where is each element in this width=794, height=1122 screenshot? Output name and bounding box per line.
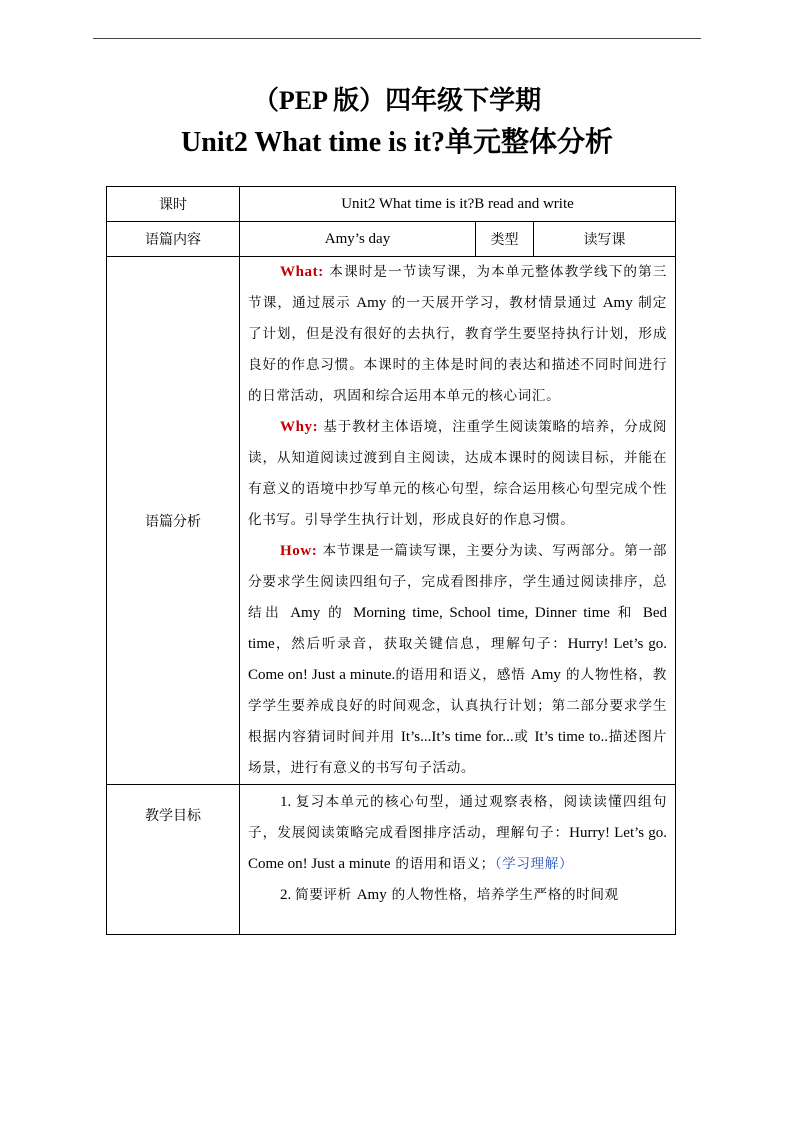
table-row-goals	[107, 785, 676, 935]
text-content-value: Amy’s day	[240, 222, 476, 257]
goal-text: Hurry! Let’s go. Come on! Just a minute	[248, 825, 668, 872]
how-text: Amy	[290, 605, 321, 621]
lesson-label: 课时	[107, 187, 240, 222]
why-text: 基于教材主体语境，注重学生阅读策略的培养，分成阅读，从知道阅读过渡到自主阅读，达成本课时的阅读目标，并能在有意义的语境中抄写单元的核心句型，综合运用核心句型完成个性化书写。引导学生执行计划，形成良好的作息习惯。	[248, 419, 668, 528]
goal-item	[240, 880, 675, 911]
how-text: Hurry! Let’s go. Come on! Just a minute.	[248, 636, 668, 683]
goal-text: 的语用和语义；	[390, 856, 495, 872]
table-row-analysis	[107, 257, 676, 785]
how-text: 的人物性格，教学学生要养成良好的时间观念，认真执行计划；第二部分要求学生根据内容猜词时间并用	[248, 667, 668, 745]
analysis-label: 语篇分析	[107, 257, 240, 785]
goals-content	[240, 785, 676, 935]
how-paragraph	[240, 536, 675, 784]
header-rule	[93, 38, 701, 39]
how-keyword: How:	[280, 543, 318, 559]
why-keyword: Why:	[280, 419, 319, 435]
how-text: Morning time, School time, Dinner time	[353, 605, 610, 621]
goal-text: 简要评析	[295, 887, 357, 903]
table-row-lesson	[107, 187, 676, 222]
how-text: It’s...It’s time for...	[400, 729, 514, 745]
lesson-analysis-table	[106, 186, 676, 935]
how-text: Bed time	[248, 605, 667, 652]
what-text: 制定了计划，但是没有很好的去执行，教育学生要坚持执行计划，形成良好的作息习惯。本课时的主体是时间的表达和描述不同时间进行的日常活动，巩固和综合运用本单元的核心词汇。	[248, 295, 668, 404]
goal-number: 1.	[280, 794, 296, 810]
goals-label: 教学目标	[107, 785, 240, 935]
what-paragraph	[240, 257, 675, 412]
goal-text: Amy	[356, 887, 387, 903]
goal-text: 的人物性格，培养学生严格的时间观	[386, 887, 619, 903]
how-text: 本节课是一篇读写课，主要分为读、写两部分。第一部分要求学生阅读四组句子，完成看图排序，学生通过阅读排序，总结出	[248, 543, 668, 621]
text-content-label: 语篇内容	[107, 222, 240, 257]
type-value: 读写课	[534, 222, 676, 257]
goal-tag: （学习理解）	[494, 856, 574, 872]
goal-item	[240, 785, 675, 880]
what-text: 的一天展开学习，教材情景通过	[386, 295, 603, 311]
what-text: Amy	[356, 295, 387, 311]
analysis-content	[240, 257, 676, 785]
how-text: It’s time to..	[534, 729, 609, 745]
how-text: ，然后听录音，获取关键信息，理解句子：	[274, 636, 568, 652]
how-text: 的语用和语义，感悟	[395, 667, 531, 683]
what-keyword: What:	[280, 264, 324, 280]
type-label: 类型	[476, 222, 534, 257]
what-text: Amy	[602, 295, 633, 311]
document-title: （PEP 版）四年级下学期	[252, 86, 542, 115]
why-paragraph	[240, 412, 675, 536]
how-text: 和	[609, 605, 643, 621]
goal-text: 复习本单元的核心句型，通过观察表格，阅读读懂四组句子，发展阅读策略完成看图排序活动，理解句子：	[248, 794, 668, 841]
lesson-value: Unit2 What time is it?B read and write	[240, 187, 676, 222]
how-text: 或	[513, 729, 535, 745]
table-row-text	[107, 222, 676, 257]
how-text: Amy	[530, 667, 561, 683]
how-text: 的	[320, 605, 354, 621]
what-text: 本课时是一节读写课，为本单元整体教学线下的第三节课，通过展示	[248, 264, 668, 311]
goal-number: 2.	[280, 887, 295, 903]
document-subtitle: Unit2 What time is it?单元整体分析	[181, 127, 613, 158]
how-text: 描述图片场景，进行有意义的书写句子活动。	[248, 729, 668, 776]
